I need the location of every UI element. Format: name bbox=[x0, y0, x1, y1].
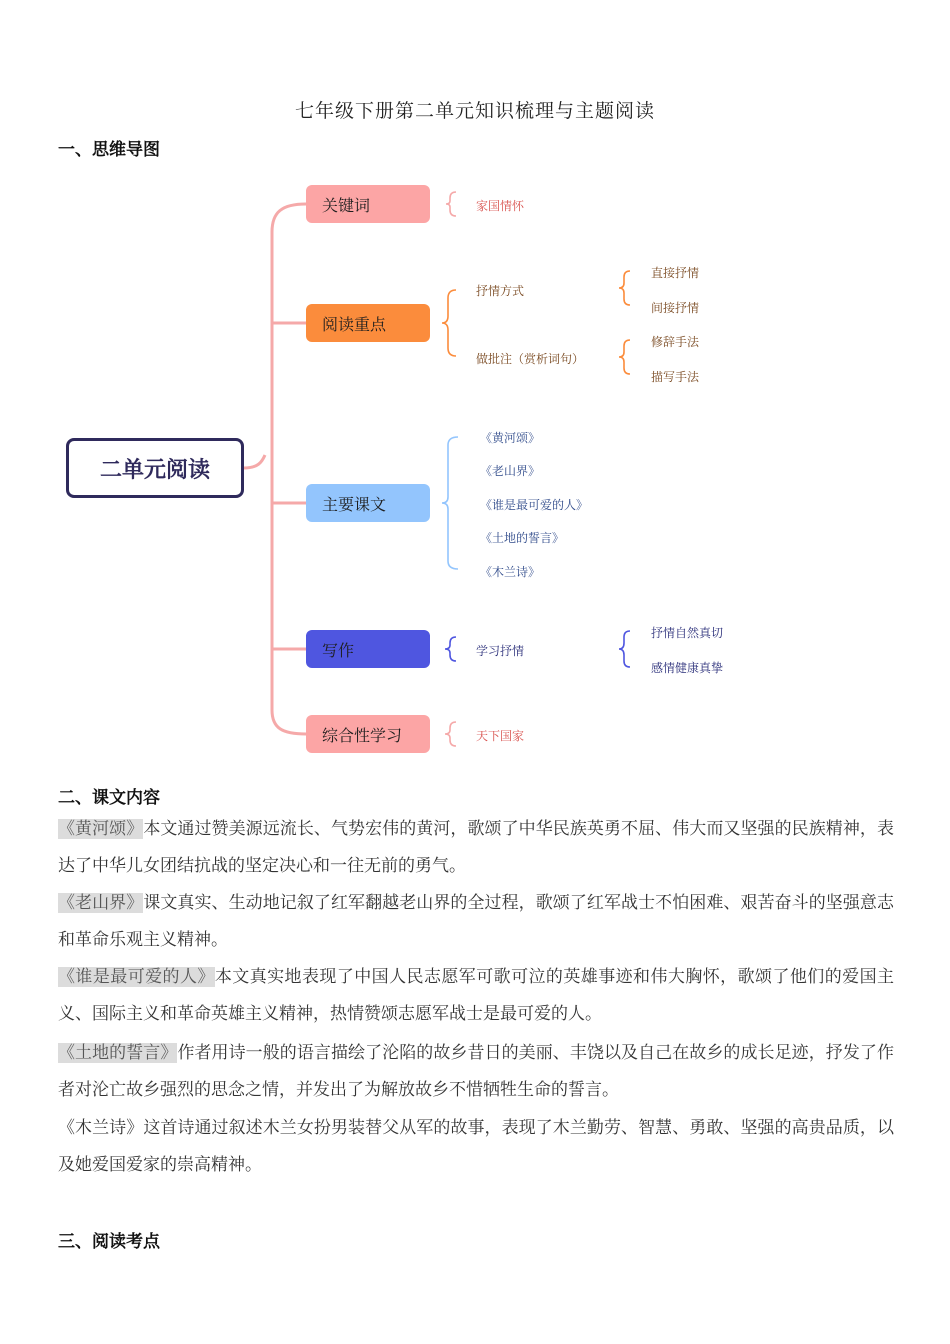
leaf-text-3: 《谁是最可爱的人》 bbox=[480, 498, 589, 512]
root-connector bbox=[244, 455, 265, 468]
branch-reading-focus: 阅读重点 bbox=[306, 304, 430, 342]
brace-lyric bbox=[619, 271, 630, 305]
section-heading-mindmap: 一、思维导图 bbox=[58, 140, 160, 160]
page-title: 七年级下册第二单元知识梳理与主题阅读 bbox=[294, 100, 655, 122]
lesson-summary: 本文真实地表现了中国人民志愿军可歌可泣的英雄事迹和伟大胸怀，歌颂了他们的爱国主义、国际主义和革命英雄主义精神，热情赞颂志愿军战士是最可爱的人。 bbox=[58, 967, 895, 1024]
leaf-direct-lyric: 直接抒情 bbox=[651, 266, 700, 280]
branch-writing: 写作 bbox=[306, 630, 430, 668]
brace-writing bbox=[445, 637, 456, 661]
leaf-text-4: 《土地的誓言》 bbox=[480, 531, 565, 545]
leaf-keywords-1: 家国情怀 bbox=[476, 199, 525, 213]
leaf-rhetoric: 修辞手法 bbox=[651, 335, 700, 349]
leaf-writing-1: 抒情自然真切 bbox=[651, 626, 724, 640]
lesson-title: 《黄河颂》 bbox=[58, 819, 144, 839]
section-heading-exam-points: 三、阅读考点 bbox=[58, 1232, 160, 1252]
branch-keywords: 关键词 bbox=[306, 185, 430, 223]
lesson-summary: 本文通过赞美源远流长、气势宏伟的黄河，歌颂了中华民族英勇不屈、伟大而又坚强的民族精神，表达了中华儿女团结抗战的坚定决心和一往无前的勇气。 bbox=[58, 819, 894, 876]
lesson-summary: 这首诗通过叙述木兰女扮男装替父从军的故事，表现了木兰勤劳、智慧、勇敢、坚强的高贵品质，以及她爱国爱家的崇高精神。 bbox=[58, 1118, 894, 1175]
brace-reading bbox=[442, 290, 456, 356]
leaf-annotation: 做批注（赏析词句） bbox=[476, 352, 585, 366]
brace-study bbox=[445, 722, 456, 746]
lesson-title: 《谁是最可爱的人》 bbox=[58, 967, 215, 987]
brace-texts bbox=[442, 437, 458, 569]
leaf-learn-lyric: 学习抒情 bbox=[476, 644, 525, 658]
section-heading-lessons: 二、课文内容 bbox=[58, 788, 160, 808]
lesson-title: 《木兰诗》 bbox=[58, 1118, 144, 1138]
branch-main-texts: 主要课文 bbox=[306, 484, 430, 522]
lesson-paragraph-3 bbox=[58, 959, 894, 1033]
leaf-description: 描写手法 bbox=[651, 370, 700, 384]
lesson-title: 《土地的誓言》 bbox=[58, 1043, 178, 1063]
brace-keywords bbox=[446, 192, 456, 216]
lesson-title: 《老山界》 bbox=[58, 893, 144, 913]
lesson-summary: 作者用诗一般的语言描绘了沦陷的故乡昔日的美丽、丰饶以及自己在故乡的成长足迹，抒发了作者对沦亡故乡强烈的思念之情，并发出了为解放故乡不惜牺牲生命的誓言。 bbox=[58, 1043, 894, 1100]
leaf-text-1: 《黄河颂》 bbox=[480, 431, 541, 445]
brace-lyric-writing bbox=[619, 631, 630, 667]
leaf-writing-2: 感情健康真挚 bbox=[651, 661, 724, 675]
leaf-text-2: 《老山界》 bbox=[480, 464, 541, 478]
lesson-paragraph-1 bbox=[58, 811, 894, 885]
leaf-study-1: 天下国家 bbox=[476, 729, 525, 743]
lesson-paragraph-2 bbox=[58, 885, 894, 959]
mind-map-root: 二单元阅读 bbox=[66, 438, 244, 498]
branch-comprehensive-study: 综合性学习 bbox=[306, 715, 430, 753]
lesson-summary: 课文真实、生动地记叙了红军翻越老山界的全过程，歌颂了红军战士不怕困难、艰苦奋斗的坚强意志和革命乐观主义精神。 bbox=[58, 893, 894, 950]
leaf-lyric-method: 抒情方式 bbox=[476, 284, 525, 298]
leaf-indirect-lyric: 间接抒情 bbox=[651, 301, 700, 315]
brace-annotate bbox=[619, 340, 630, 374]
lesson-paragraph-5 bbox=[58, 1110, 894, 1184]
leaf-text-5: 《木兰诗》 bbox=[480, 565, 541, 579]
lesson-paragraph-4 bbox=[58, 1035, 894, 1109]
trunk-line bbox=[272, 204, 306, 734]
